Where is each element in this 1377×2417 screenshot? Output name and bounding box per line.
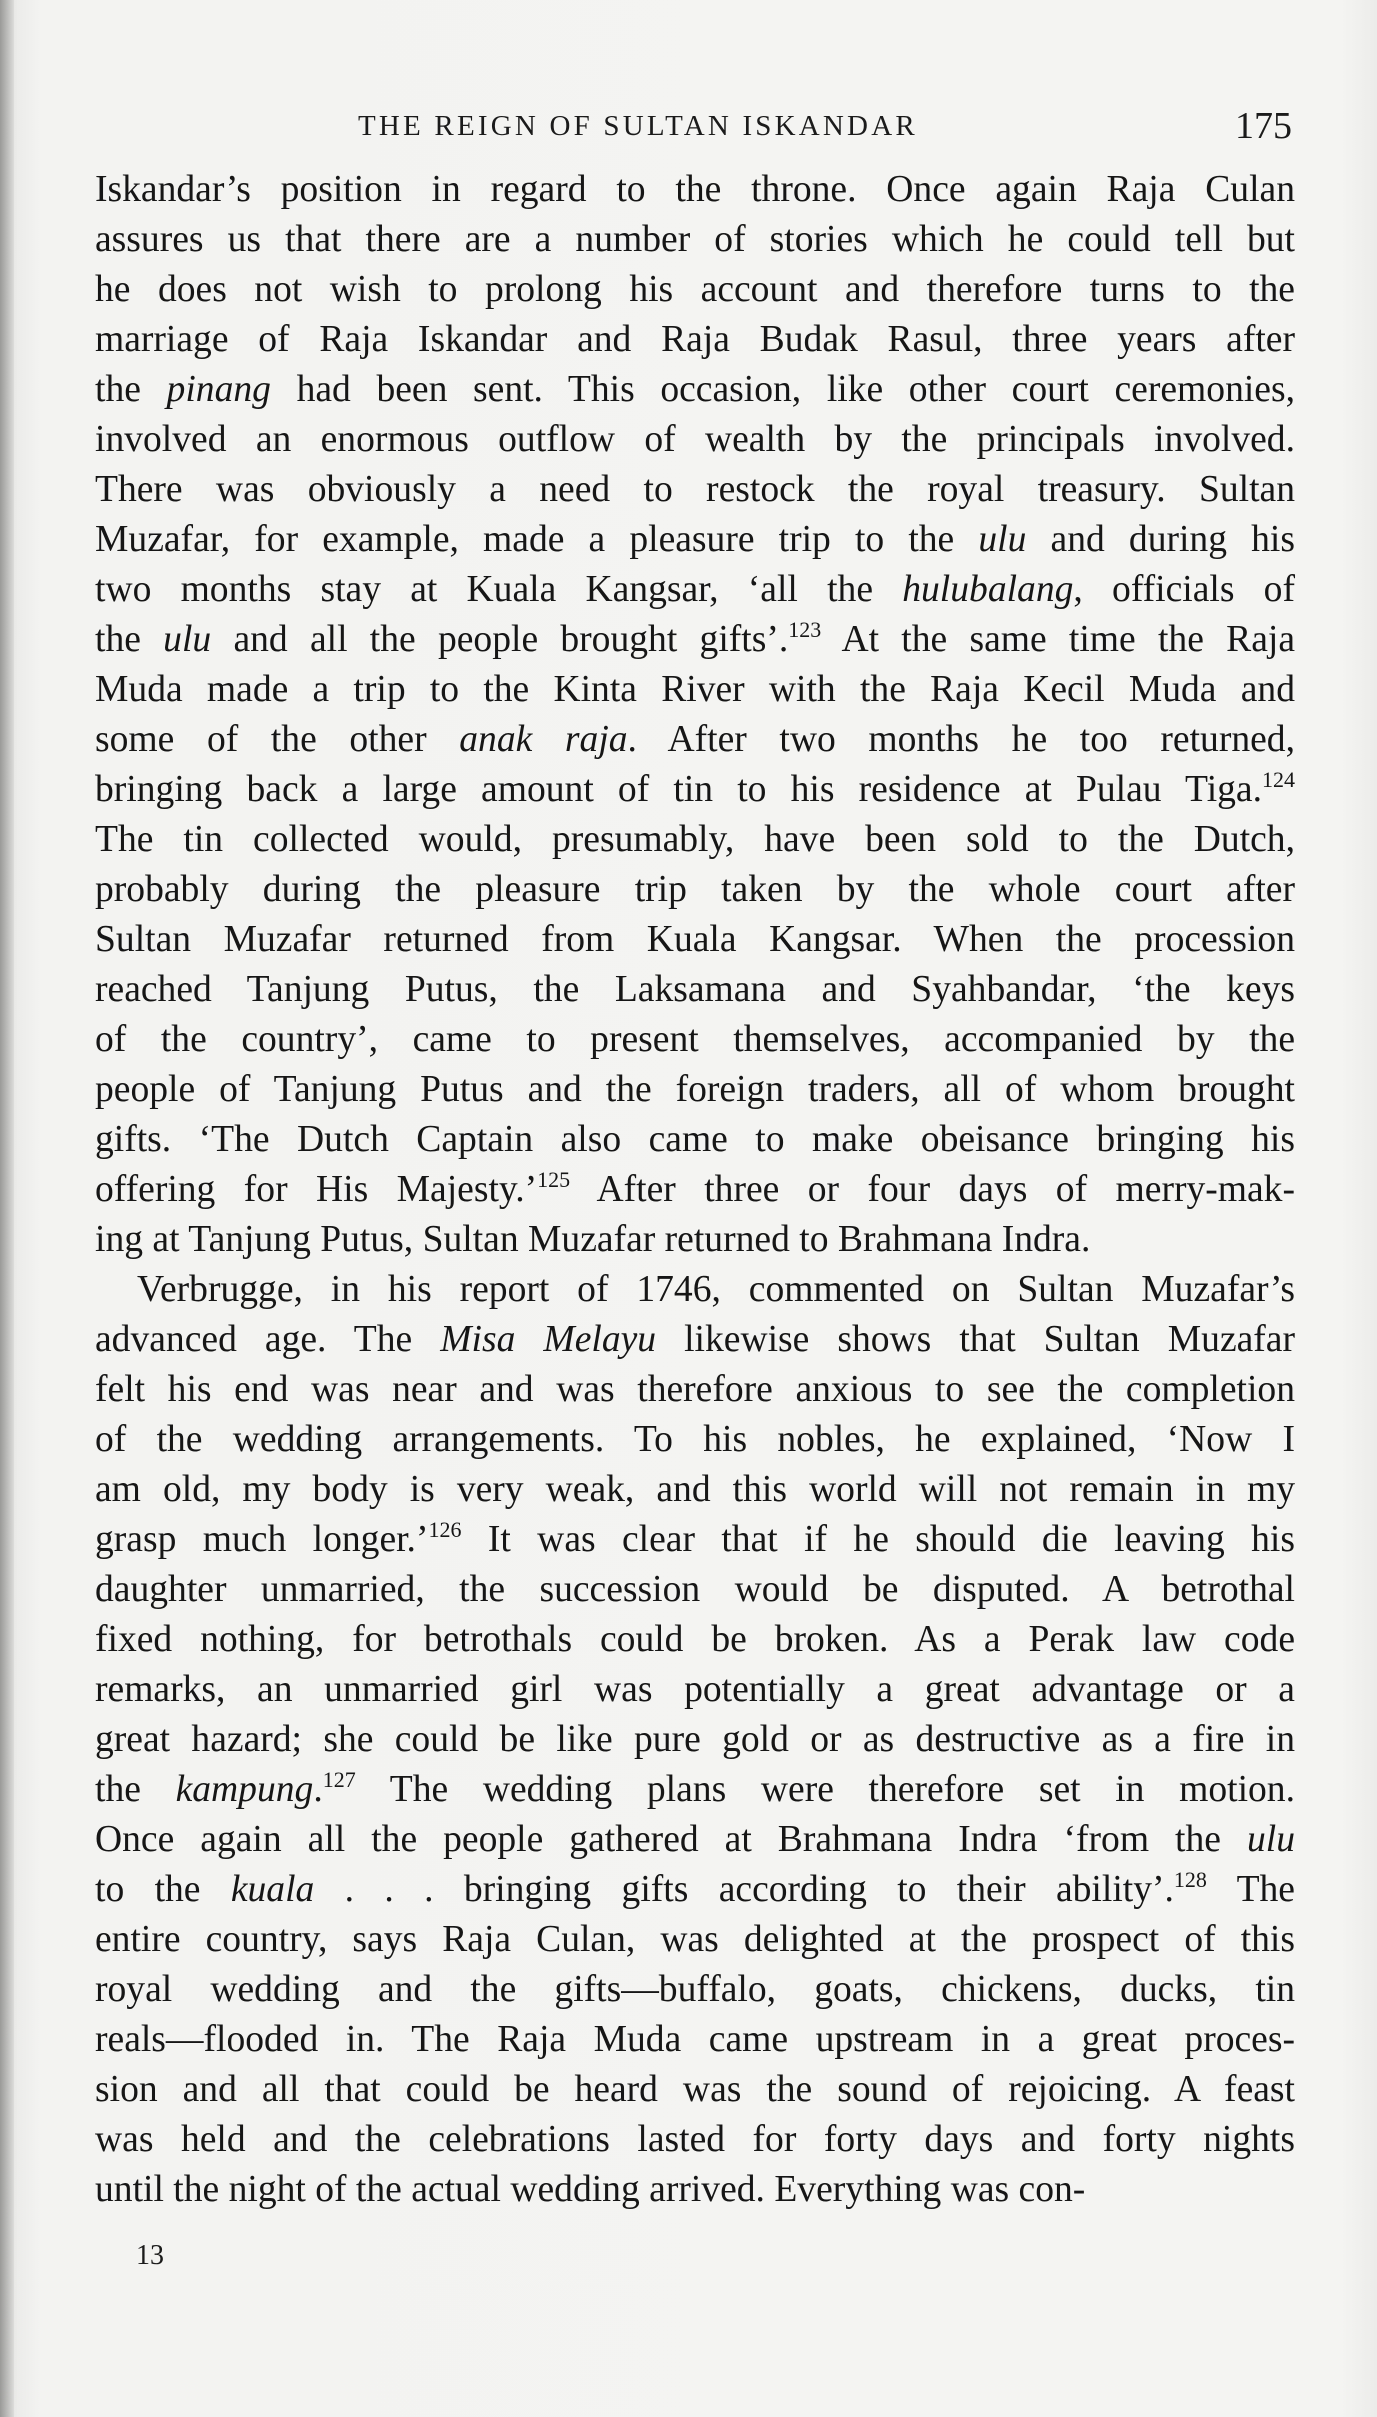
text-run: reals—flooded in. The Raja Muda came upstream in a great proces-	[95, 2019, 1295, 2060]
text-line	[95, 2015, 1295, 2065]
text-line	[95, 765, 1295, 815]
text-run: .	[313, 1769, 323, 1810]
text-line	[95, 1615, 1295, 1665]
text-run: After three or four days of merry-mak-	[570, 1169, 1295, 1210]
text-line	[95, 915, 1295, 965]
text-line	[95, 1965, 1295, 2015]
italic-term: hulubalang	[902, 569, 1074, 610]
text-line	[95, 715, 1295, 765]
text-line	[95, 1865, 1295, 1915]
text-line	[95, 1315, 1295, 1365]
text-run: and during his	[1026, 519, 1295, 560]
text-run: and all the people brought gifts’.	[211, 619, 789, 660]
gutter-shadow	[0, 0, 14, 2417]
text-run: likewise shows that Sultan Muzafar	[656, 1319, 1296, 1360]
footnote-ref: 127	[322, 1767, 356, 1792]
text-run: Verbrugge, in his report of 1746, commented on Sultan Muzafar’s	[137, 1269, 1295, 1310]
text-run: fixed nothing, for betrothals could be broken. As a Perak law code	[95, 1619, 1295, 1660]
text-run: Muda made a trip to the Kinta River with the Raja Kecil Muda and	[95, 669, 1295, 710]
text-run: . . . bringing gifts according to their ability’.	[314, 1869, 1174, 1910]
text-run: involved an enormous outflow of wealth by the principals involved.	[95, 419, 1295, 460]
text-run: some of the other	[95, 719, 460, 760]
text-run: reached Tanjung Putus, the Laksamana and Syahbandar, ‘the keys	[95, 969, 1295, 1010]
text-run: until the night of the actual wedding arrived. Everything was con-	[95, 2169, 1086, 2210]
running-head	[96, 104, 1292, 164]
text-line	[95, 415, 1295, 465]
text-line	[95, 2115, 1295, 2165]
text-run: the	[95, 369, 167, 410]
text-run: probably during the pleasure trip taken by the whole court after	[95, 869, 1295, 910]
text-line	[95, 815, 1295, 865]
text-line	[95, 1365, 1295, 1415]
text-line	[95, 565, 1295, 615]
text-line	[95, 1015, 1295, 1065]
body-text	[95, 165, 1295, 2215]
text-run: the	[95, 619, 164, 660]
running-title: THE REIGN OF SULTAN ISKANDAR	[358, 110, 918, 142]
text-run: of the wedding arrangements. To his nobles, he explained, ‘Now I	[95, 1419, 1295, 1460]
text-run: offering for His Majesty.’	[95, 1169, 538, 1210]
text-run: the	[95, 1769, 176, 1810]
text-run: was held and the celebrations lasted for forty days and forty nights	[95, 2119, 1295, 2160]
text-run: grasp much longer.’	[95, 1519, 429, 1560]
text-line	[95, 1165, 1295, 1215]
text-line	[95, 665, 1295, 715]
text-line	[95, 1765, 1295, 1815]
text-run: had been sent. This occasion, like other court ceremonies,	[270, 369, 1295, 410]
text-run: Sultan Muzafar returned from Kuala Kangsar. When the procession	[95, 919, 1295, 960]
text-line	[95, 1065, 1295, 1115]
text-run: The tin collected would, presumably, have been sold to the Dutch,	[95, 819, 1295, 860]
text-line	[95, 265, 1295, 315]
italic-term: ulu	[978, 519, 1027, 560]
text-line	[95, 1415, 1295, 1465]
italic-term: anak raja	[459, 719, 628, 760]
text-run: he does not wish to prolong his account and therefore turns to the	[95, 269, 1295, 310]
footnote-ref: 128	[1173, 1867, 1207, 1892]
text-line	[95, 1565, 1295, 1615]
text-line	[95, 465, 1295, 515]
text-run: Muzafar, for example, made a pleasure trip to the	[95, 519, 979, 560]
text-run: to the	[95, 1869, 231, 1910]
text-line	[95, 1815, 1295, 1865]
text-run: Iskandar’s position in regard to the throne. Once again Raja Culan	[95, 169, 1295, 210]
text-run: bringing back a large amount of tin to his residence at Pulau Tiga.	[95, 769, 1262, 810]
text-line	[95, 1465, 1295, 1515]
text-line	[95, 1665, 1295, 1715]
text-run: great hazard; she could be like pure gold or as destructive as a fire in	[95, 1719, 1295, 1760]
text-run: people of Tanjung Putus and the foreign traders, all of whom brought	[95, 1069, 1295, 1110]
italic-term: ulu	[1246, 1819, 1295, 1860]
text-line	[95, 165, 1295, 215]
text-run: of the country’, came to present themselves, accompanied by the	[95, 1019, 1295, 1060]
text-run: am old, my body is very weak, and this world will not remain in my	[95, 1469, 1295, 1510]
text-line	[95, 1215, 1295, 1265]
text-run: two months stay at Kuala Kangsar, ‘all the	[95, 569, 903, 610]
text-line	[95, 615, 1295, 665]
signature-mark: 13	[136, 2240, 164, 2271]
footnote-ref: 123	[788, 617, 822, 642]
text-line	[95, 1115, 1295, 1165]
italic-term: Misa Melayu	[440, 1319, 657, 1360]
text-run: royal wedding and the gifts—buffalo, goats, chickens, ducks, tin	[95, 1969, 1295, 2010]
text-run: sion and all that could be heard was the sound of rejoicing. A feast	[95, 2069, 1295, 2110]
text-run: There was obviously a need to restock the royal treasury. Sultan	[95, 469, 1295, 510]
italic-term: ulu	[163, 619, 212, 660]
text-line	[95, 1915, 1295, 1965]
text-run: . After two months he too returned,	[627, 719, 1295, 760]
footnote-ref: 124	[1262, 767, 1295, 792]
text-line	[95, 365, 1295, 415]
text-run: marriage of Raja Iskandar and Raja Budak Rasul, three years after	[95, 319, 1295, 360]
text-run: advanced age. The	[95, 1319, 441, 1360]
text-line	[95, 2065, 1295, 2115]
text-run: ing at Tanjung Putus, Sultan Muzafar returned to Brahmana Indra.	[95, 1219, 1091, 1260]
footnote-ref: 126	[428, 1517, 462, 1542]
text-line	[95, 1265, 1295, 1315]
text-run: gifts. ‘The Dutch Captain also came to make obeisance bringing his	[95, 1119, 1295, 1160]
text-run: The	[1206, 1869, 1295, 1910]
text-line	[95, 865, 1295, 915]
italic-term: kampung	[175, 1769, 314, 1810]
text-run: felt his end was near and was therefore anxious to see the completion	[95, 1369, 1295, 1410]
text-line	[95, 315, 1295, 365]
text-run: assures us that there are a number of stories which he could tell but	[95, 219, 1295, 260]
text-run: The wedding plans were therefore set in motion.	[355, 1769, 1295, 1810]
footnote-ref: 125	[537, 1167, 571, 1192]
italic-term: kuala	[230, 1869, 315, 1910]
text-run: Once again all the people gathered at Brahmana Indra ‘from the	[95, 1819, 1247, 1860]
text-line	[95, 1515, 1295, 1565]
text-run: , officials of	[1073, 569, 1295, 610]
text-line	[95, 215, 1295, 265]
text-line	[95, 515, 1295, 565]
text-line	[95, 1715, 1295, 1765]
italic-term: pinang	[166, 369, 271, 410]
text-run: remarks, an unmarried girl was potentially a great advantage or a	[95, 1669, 1295, 1710]
page-number: 175	[1235, 105, 1292, 147]
text-run: daughter unmarried, the succession would be disputed. A betrothal	[95, 1569, 1295, 1610]
text-run: entire country, says Raja Culan, was delighted at the prospect of this	[95, 1919, 1295, 1960]
text-run: At the same time the Raja	[821, 619, 1295, 660]
text-line	[95, 2165, 1295, 2215]
text-run: It was clear that if he should die leaving his	[461, 1519, 1295, 1560]
text-line	[95, 965, 1295, 1015]
